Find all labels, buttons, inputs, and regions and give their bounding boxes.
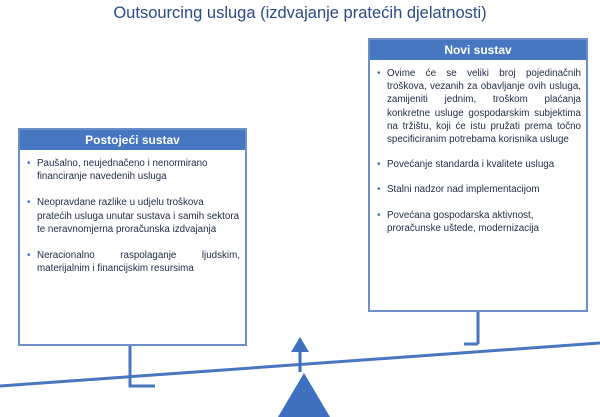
diagram-title: Outsourcing usluga (izdvajanje pratećih djelatnosti) bbox=[113, 4, 487, 22]
right-panel-list bbox=[370, 60, 586, 235]
left-panel-list bbox=[20, 150, 245, 275]
list-item: • Neopravdane razlike u udjelu troškova pratećih usluga unutar sustava i samih sektora te neravnomjerna proračunska izdvajanja bbox=[25, 196, 240, 236]
list-item: • Povećana gospodarska aktivnost, proračunske uštede, modernizacija bbox=[375, 209, 581, 235]
fulcrum-triangle bbox=[278, 373, 330, 417]
left-panel-header: Postojeći sustav bbox=[20, 130, 245, 150]
up-arrow-icon bbox=[291, 337, 309, 352]
right-panel-new-system bbox=[368, 38, 588, 312]
right-panel-header: Novi sustav bbox=[370, 40, 586, 60]
list-item: • Paušalno, neujednačeno i nenormirano financiranje navedenih usluga bbox=[25, 157, 240, 183]
list-item: • Ovime će se veliki broj pojedinačnih troškova, vezanih za obavljanje ovih usluga, zamijeniti jednim, troškom plaćanja konkretne usluge gospodarskim subjektima na tržištu, koji će istu pružati prema točno specificiranim potrebama korisnika usluge bbox=[375, 67, 581, 146]
list-item: • Povećanje standarda i kvalitete usluga bbox=[375, 158, 581, 171]
list-item: • Stalni nadzor nad implementacijom bbox=[375, 183, 581, 196]
list-item: • Neracionalno raspolaganje ljudskim, materijalnim i financijskim resursima bbox=[25, 249, 240, 275]
left-panel-existing-system bbox=[18, 128, 247, 346]
